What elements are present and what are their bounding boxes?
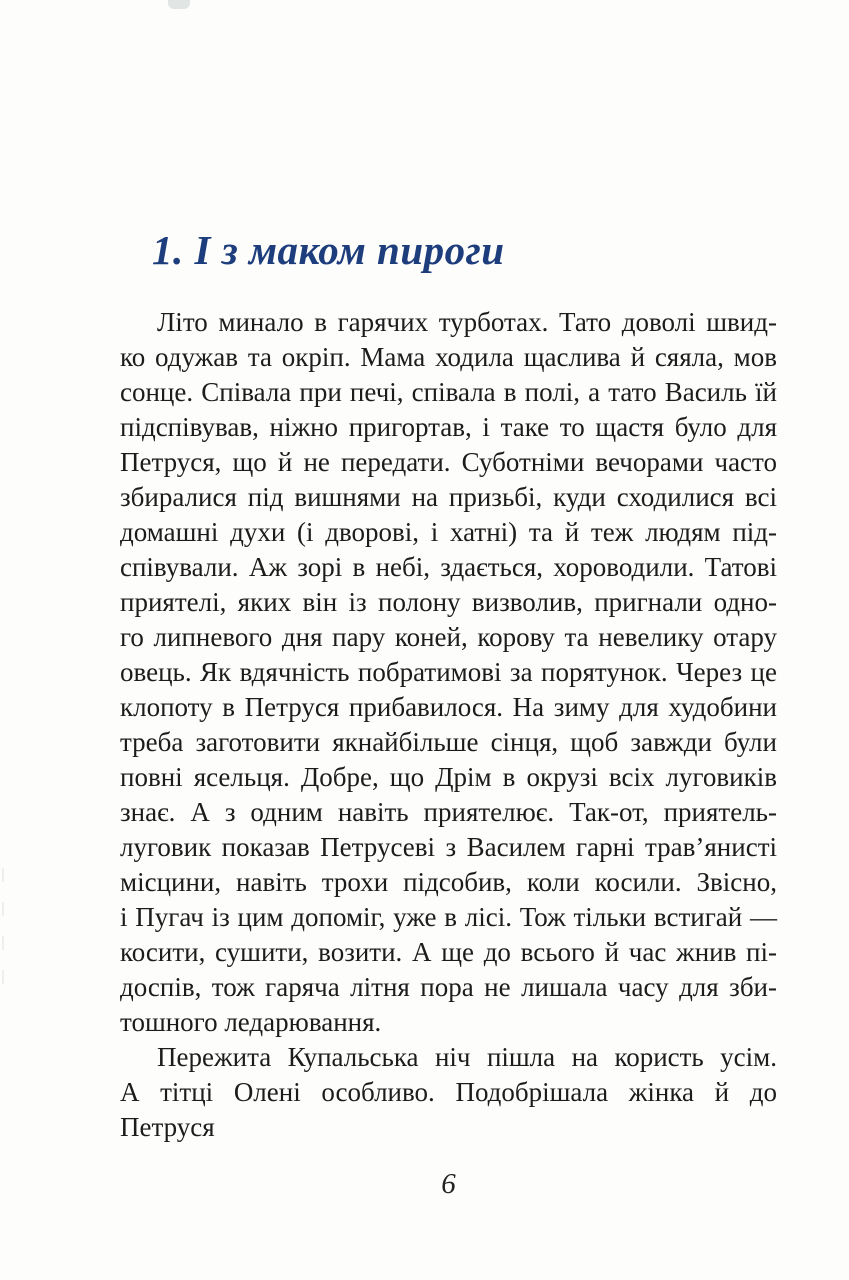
text-line: знає. А з одним навіть приятелює. Так-от, приятель- (120, 797, 777, 827)
chapter-heading: 1. І з маком пироги (152, 227, 505, 273)
text-line: місцини, навіть трохи підсобив, коли косили. Звісно, (120, 867, 777, 897)
page-number: 6 (441, 1168, 456, 1200)
text-line: овець. Як вдячність побратимові за порятунок. Через це (120, 657, 777, 687)
text-line: треба заготовити якнайбільше сінця, щоб завжди були (120, 727, 777, 757)
text-line: косити, сушити, возити. А ще до всього й час жнив пі- (120, 937, 777, 967)
text-line-paragraph-start: Пережита Купальська ніч пішла на користь усім. (157, 1042, 777, 1072)
body-text (120, 305, 777, 1142)
text-line: підспівував, ніжно пригортав, і таке то щастя було для (120, 412, 777, 442)
text-line: ко одужав та окріп. Мама ходила щаслива й сяяла, мов (120, 342, 777, 372)
text-line: повні ясельця. Добре, що Дрім в окрузі всіх луговиків (120, 762, 777, 792)
text-line-paragraph-end: тошного ледарювання. (120, 1007, 382, 1037)
text-line: приятелі, яких він із полону визволив, пригнали одно- (120, 587, 777, 617)
text-line: збиралися під вишнями на призьбі, куди сходилися всі (120, 482, 777, 512)
text-line: домашні духи (і дворові, і хатні) та й теж людям під- (120, 517, 777, 547)
text-line: А тітці Олені особливо. Подобрішала жінка й до Петруся (120, 1077, 777, 1142)
text-line: співували. Аж зорі в небі, здається, хороводили. Татові (120, 552, 777, 582)
text-line: Літо минало в гарячих турботах. Тато доволі швид- (157, 307, 777, 337)
text-line: доспів, тож гаряча літня пора не лишала часу для зби- (120, 972, 777, 1002)
text-line: Петруся, що й не передати. Суботніми вечорами часто (120, 447, 777, 477)
text-line: сонце. Співала при печі, співала в полі, а тато Василь їй (120, 377, 777, 407)
text-line: клопоту в Петруся прибавилося. На зиму для худобини (120, 692, 777, 722)
scan-artifact-top (168, 0, 190, 9)
scan-artifact-left-edge (2, 868, 4, 998)
text-line: і Пугач із цим допоміг, уже в лісі. Тож тільки встигай — (120, 902, 777, 932)
text-line: луговик показав Петрусеві з Василем гарні трав’янисті (120, 832, 777, 862)
text-line: го липневого дня пару коней, корову та невелику отару (120, 622, 777, 652)
